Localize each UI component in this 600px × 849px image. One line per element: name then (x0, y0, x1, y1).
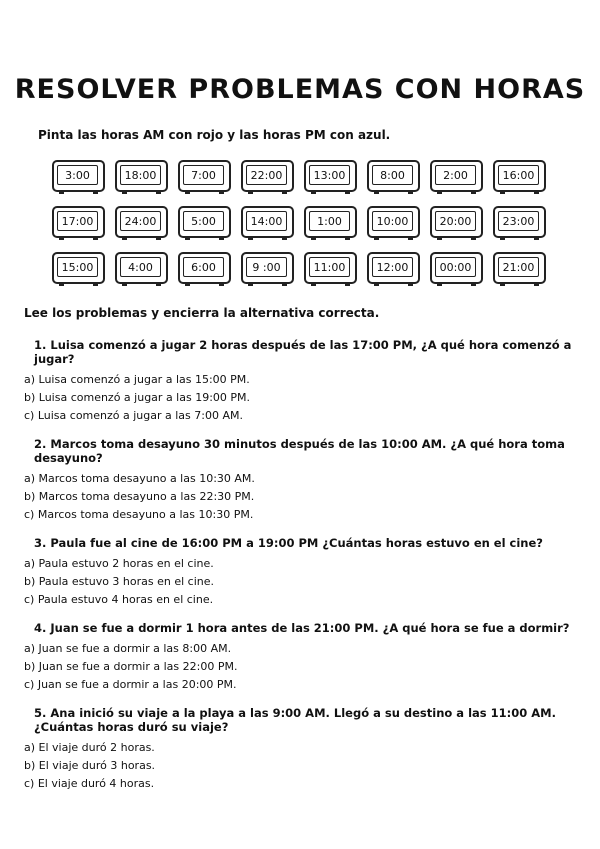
clock-icon[interactable] (52, 160, 105, 194)
answer-option[interactable]: a) Paula estuvo 2 horas en el cine. (24, 557, 214, 570)
clock-row (52, 160, 552, 194)
clock-icon[interactable] (115, 252, 168, 286)
page-title: RESOLVER PROBLEMAS CON HORAS (14, 74, 586, 105)
clock-time: 22:00 (246, 165, 287, 185)
problem-question: 1. Luisa comenzó a jugar 2 horas después de las 17:00 PM, ¿A qué hora comenzó a jugar? (34, 338, 572, 366)
answer-option[interactable]: b) Paula estuvo 3 horas en el cine. (24, 575, 215, 588)
clock-icon[interactable] (178, 160, 231, 194)
answer-option[interactable]: c) El viaje duró 4 horas. (24, 777, 155, 790)
clock-time: 1:00 (309, 211, 350, 231)
problem-item (24, 706, 584, 793)
answer-option[interactable]: a) Juan se fue a dormir a las 8:00 AM. (24, 642, 232, 655)
clock-time: 23:00 (498, 211, 539, 231)
problem-item (24, 621, 584, 694)
problem-question: 2. Marcos toma desayuno 30 minutos después de las 10:00 AM. ¿A qué hora toma desayuno? (34, 437, 565, 465)
clock-icon[interactable] (115, 206, 168, 240)
answer-option[interactable]: c) Paula estuvo 4 horas en el cine. (24, 593, 214, 606)
answer-option[interactable]: a) El viaje duró 2 horas. (24, 741, 155, 754)
clock-icon[interactable] (115, 160, 168, 194)
answer-option[interactable]: b) Marcos toma desayuno a las 22:30 PM. (24, 490, 255, 503)
clock-time: 17:00 (57, 211, 98, 231)
clock-time: 5:00 (183, 211, 224, 231)
clock-icon[interactable] (493, 160, 546, 194)
clock-icon[interactable] (493, 252, 546, 286)
clock-icon[interactable] (430, 206, 483, 240)
instruction-paint: Pinta las horas AM con rojo y las horas PM con azul. (38, 128, 391, 142)
clock-icon[interactable] (367, 160, 420, 194)
clock-time: 13:00 (309, 165, 350, 185)
clock-icon[interactable] (304, 252, 357, 286)
clock-grid (52, 160, 552, 298)
clock-time: 12:00 (372, 257, 413, 277)
clock-icon[interactable] (178, 206, 231, 240)
problem-question: 5. Ana inició su viaje a la playa a las 9:00 AM. Llegó a su destino a las 11:00 AM. ¿Cuántas horas duró su viaje? (34, 706, 556, 734)
problems-list (24, 338, 584, 805)
clock-icon[interactable] (178, 252, 231, 286)
clock-icon[interactable] (430, 160, 483, 194)
answer-option[interactable]: a) Marcos toma desayuno a las 10:30 AM. (24, 472, 255, 485)
answer-option[interactable]: b) Luisa comenzó a jugar a las 19:00 PM. (24, 391, 251, 404)
answer-option[interactable]: c) Juan se fue a dormir a las 20:00 PM. (24, 678, 237, 691)
clock-time: 15:00 (57, 257, 98, 277)
answer-option[interactable]: c) Luisa comenzó a jugar a las 7:00 AM. (24, 409, 243, 422)
clock-icon[interactable] (241, 252, 294, 286)
answer-option[interactable]: b) El viaje duró 3 horas. (24, 759, 156, 772)
clock-time: 6:00 (183, 257, 224, 277)
clock-time: 21:00 (498, 257, 539, 277)
clock-row (52, 252, 552, 286)
clock-icon[interactable] (241, 160, 294, 194)
problem-item (24, 437, 584, 524)
instruction-problems: Lee los problemas y encierra la alternativa correcta. (24, 306, 380, 320)
clock-icon[interactable] (52, 206, 105, 240)
clock-time: 20:00 (435, 211, 476, 231)
clock-time: 9 :00 (246, 257, 287, 277)
clock-icon[interactable] (304, 160, 357, 194)
clock-time: 11:00 (309, 257, 350, 277)
clock-icon[interactable] (367, 206, 420, 240)
clock-time: 8:00 (372, 165, 413, 185)
clock-time: 4:00 (120, 257, 161, 277)
clock-time: 14:00 (246, 211, 287, 231)
clock-icon[interactable] (367, 252, 420, 286)
clock-icon[interactable] (52, 252, 105, 286)
clock-icon[interactable] (241, 206, 294, 240)
clock-icon[interactable] (304, 206, 357, 240)
clock-time: 24:00 (120, 211, 161, 231)
answer-option[interactable]: c) Marcos toma desayuno a las 10:30 PM. (24, 508, 254, 521)
clock-icon[interactable] (493, 206, 546, 240)
clock-time: 3:00 (57, 165, 98, 185)
clock-time: 2:00 (435, 165, 476, 185)
problem-item (24, 338, 584, 425)
clock-icon[interactable] (430, 252, 483, 286)
clock-time: 10:00 (372, 211, 413, 231)
problem-question: 3. Paula fue al cine de 16:00 PM a 19:00 PM ¿Cuántas horas estuvo en el cine? (34, 536, 543, 550)
answer-option[interactable]: b) Juan se fue a dormir a las 22:00 PM. (24, 660, 238, 673)
answer-option[interactable]: a) Luisa comenzó a jugar a las 15:00 PM. (24, 373, 250, 386)
problem-question: 4. Juan se fue a dormir 1 hora antes de las 21:00 PM. ¿A qué hora se fue a dormir? (34, 621, 570, 635)
problem-item (24, 536, 584, 609)
clock-time: 7:00 (183, 165, 224, 185)
clock-time: 00:00 (435, 257, 476, 277)
clock-time: 18:00 (120, 165, 161, 185)
clock-row (52, 206, 552, 240)
clock-time: 16:00 (498, 165, 539, 185)
